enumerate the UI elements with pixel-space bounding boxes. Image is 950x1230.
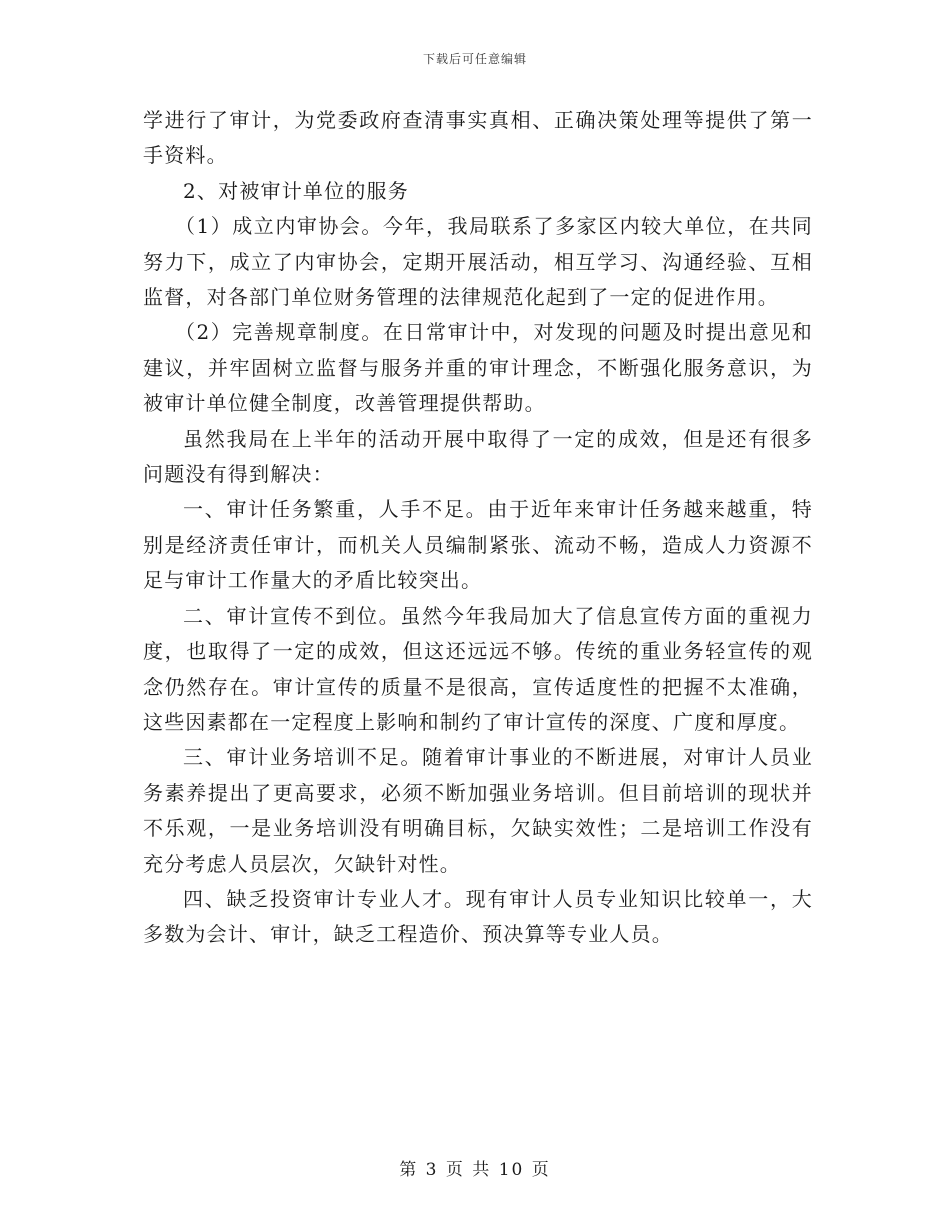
section-heading-service: 2、对被审计单位的服务 bbox=[183, 178, 409, 203]
paragraph-problem-2: 二、审计宣传不到位。虽然今年我局加大了信息宣传方面的重视力度，也取得了一定的成效，但这还远远不够。传统的重业务轻宣传的观念仍然存在。审计宣传的质量不是很高，宣传适度性的把握不太准确，这些因素都在一定程度上影响和制约了审计宣传的深度、广度和厚度。 bbox=[143, 603, 813, 734]
page-number: 第 3 页 共 10 页 bbox=[399, 1160, 551, 1180]
paragraph-problems-intro: 虽然我局在上半年的活动开展中取得了一定的成效，但是还有很多问题没有得到解决： bbox=[143, 426, 813, 487]
paragraph-problem-3: 三、审计业务培训不足。随着审计事业的不断进展，对审计人员业务素养提出了更高要求，必须不断加强业务培训。但目前培训的现状并不乐观，一是业务培训没有明确目标，欠缺实效性；二是培训工作没有充分考虑人员层次，欠缺针对性。 bbox=[143, 745, 813, 876]
paragraph-problem-4: 四、缺乏投资审计专业人才。现有审计人员专业知识比较单一，大多数为会计、审计，缺乏工程造价、预决算等专业人员。 bbox=[143, 886, 813, 947]
document-body bbox=[143, 103, 813, 953]
paragraph-continuation: 学进行了审计，为党委政府查清事实真相、正确决策处理等提供了第一手资料。 bbox=[143, 108, 813, 168]
paragraph-item-1: （1）成立内审协会。今年，我局联系了多家区内较大单位，在共同努力下，成立了内审协会，定期开展活动，相互学习、沟通经验、互相监督，对各部门单位财务管理的法律规范化起到了一定的促进作用。 bbox=[143, 214, 813, 310]
paragraph-item-2: （2）完善规章制度。在日常审计中，对发现的问题及时提出意见和建议，并牢固树立监督与服务并重的审计理念，不断强化服务意识，为被审计单位健全制度，改善管理提供帮助。 bbox=[143, 320, 813, 416]
header-note: 下载后可任意编辑 bbox=[422, 52, 527, 66]
paragraph-problem-1: 一、审计任务繁重，人手不足。由于近年来审计任务越来越重，特别是经济责任审计，而机关人员编制紧张、流动不畅，造成人力资源不足与审计工作量大的矛盾比较突出。 bbox=[143, 497, 813, 593]
